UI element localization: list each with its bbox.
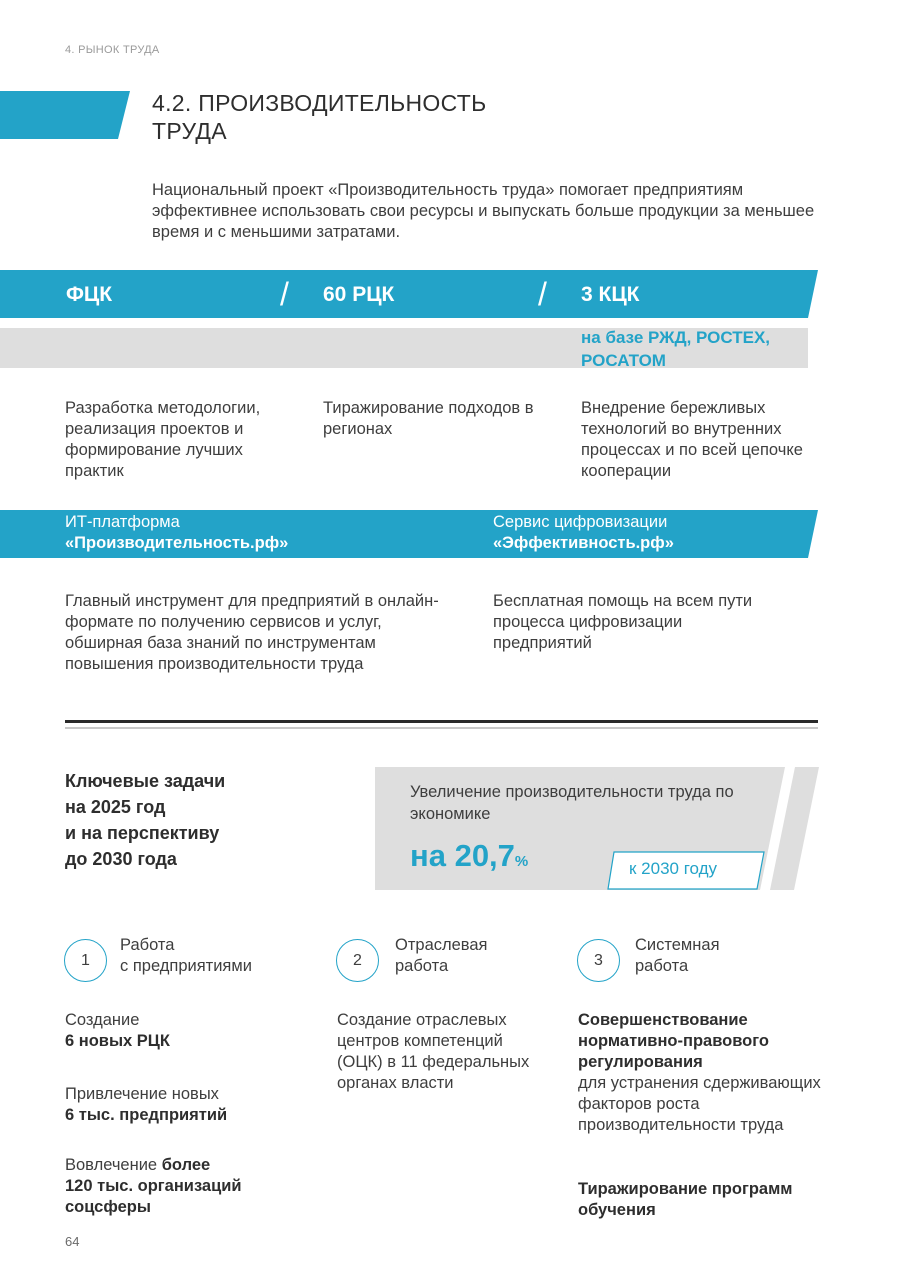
platform-digital-name: «Эффективность.рф»: [493, 534, 674, 552]
step-title-2: [395, 935, 488, 977]
center-desc-fck: Разработка методологии, реализация проектов и формирование лучших практик: [65, 399, 261, 480]
step-title-2-line2: работа: [395, 957, 449, 975]
step-number-1: 1: [64, 939, 107, 982]
center-desc-kck: Внедрение бережливых технологий во внутренних процессах и по всей цепочке кооперации: [581, 399, 803, 480]
platform-digital-desc: Бесплатная помощь на всем пути процесса цифровизации предприятий: [493, 592, 753, 652]
step-title-1-line1: Работа: [120, 936, 175, 954]
section-tag: 4. РЫНОК ТРУДА: [65, 44, 160, 56]
step-number-2: 2: [336, 939, 379, 982]
center-desc-rck: Тиражирование подходов в регионах: [323, 399, 534, 438]
title-accent-shape: [0, 91, 130, 139]
platform-it-name: «Производительность.рф»: [65, 534, 289, 552]
col1-item-2: [65, 1084, 305, 1126]
center-label-fck: ФЦК: [66, 283, 113, 306]
key-tasks-line3: и на перспективу: [65, 823, 220, 843]
page-number: 64: [65, 1234, 80, 1249]
stat-tag: к 2030 году: [629, 859, 718, 878]
col1-item-2-text: Привлечение новых: [65, 1085, 219, 1103]
col1-item-1: [65, 1010, 305, 1052]
col1-item-2-bold: 6 тыс. предприятий: [65, 1106, 228, 1124]
step-title-3-line2: работа: [635, 957, 689, 975]
step-title-1: [120, 935, 252, 977]
stat-label: Увеличение производительности труда по экономике: [410, 783, 734, 823]
col1-item-3: [65, 1155, 295, 1218]
col3-item-1-text: для устранения сдерживающих факторов роста производительности труда: [578, 1074, 821, 1134]
col3-item-1-bold: Совершенствование нормативно-правового регулирования: [578, 1011, 769, 1071]
stat-value-unit: %: [514, 853, 529, 870]
key-tasks-line2: на 2025 год: [65, 797, 166, 817]
key-tasks-line4: до 2030 года: [65, 849, 177, 869]
platform-digital: [493, 512, 674, 554]
step-title-3: [635, 935, 720, 977]
platform-it: [65, 512, 288, 554]
separator: /: [280, 276, 289, 312]
col1-item-3-bold-inline: более: [161, 1156, 211, 1174]
step-title-2-line1: Отраслевая: [395, 936, 488, 954]
col3-item-2: [578, 1179, 798, 1221]
separator: /: [538, 276, 547, 312]
divider: [65, 727, 818, 729]
key-tasks-heading: [65, 768, 225, 872]
col3-item-2-bold: Тиражирование программ обучения: [578, 1180, 793, 1219]
key-tasks-line1: Ключевые задачи: [65, 771, 226, 791]
intro-paragraph: Национальный проект «Производительность труда» помогает предприятиям эффективнее использовать свои ресурсы и выпускать больше продукции за меньшее время и с меньшими затратами.: [152, 181, 815, 241]
platform-it-desc: Главный инструмент для предприятий в онлайн-формате по получению сервисов и услуг, обширная база знаний по инструментам повышения производительности труда: [65, 592, 439, 673]
page-title-line2: ТРУДА: [152, 118, 227, 144]
col1-item-1-text: Создание: [65, 1011, 140, 1029]
divider: [65, 720, 818, 723]
center-label-rck: 60 РЦК: [323, 283, 395, 306]
col1-item-3-text: Вовлечение: [65, 1156, 162, 1174]
center-label-kck: 3 КЦК: [581, 283, 640, 306]
stat-value: [410, 838, 528, 874]
center-sublabel-kck: на базе РЖД, РОСТЕХ, РОСАТОМ: [581, 328, 771, 370]
step-title-1-line2: с предприятиями: [120, 957, 252, 975]
platform-digital-line1: Сервис цифровизации: [493, 513, 668, 531]
step-title-3-line1: Системная: [635, 936, 720, 954]
col3-item-1: [578, 1010, 823, 1136]
step-number-3: 3: [577, 939, 620, 982]
page-title: [152, 89, 486, 145]
col1-item-3-bold: 120 тыс. организаций соцсферы: [65, 1177, 242, 1216]
stat-value-number: на 20,7: [410, 838, 515, 873]
col1-item-1-bold: 6 новых РЦК: [65, 1032, 170, 1050]
platform-it-line1: ИТ-платформа: [65, 513, 180, 531]
page-title-line1: 4.2. ПРОИЗВОДИТЕЛЬНОСТЬ: [152, 90, 487, 116]
col2-item: Создание отраслевых центров компетенций (ОЦК) в 11 федеральных органах власти: [337, 1011, 530, 1092]
